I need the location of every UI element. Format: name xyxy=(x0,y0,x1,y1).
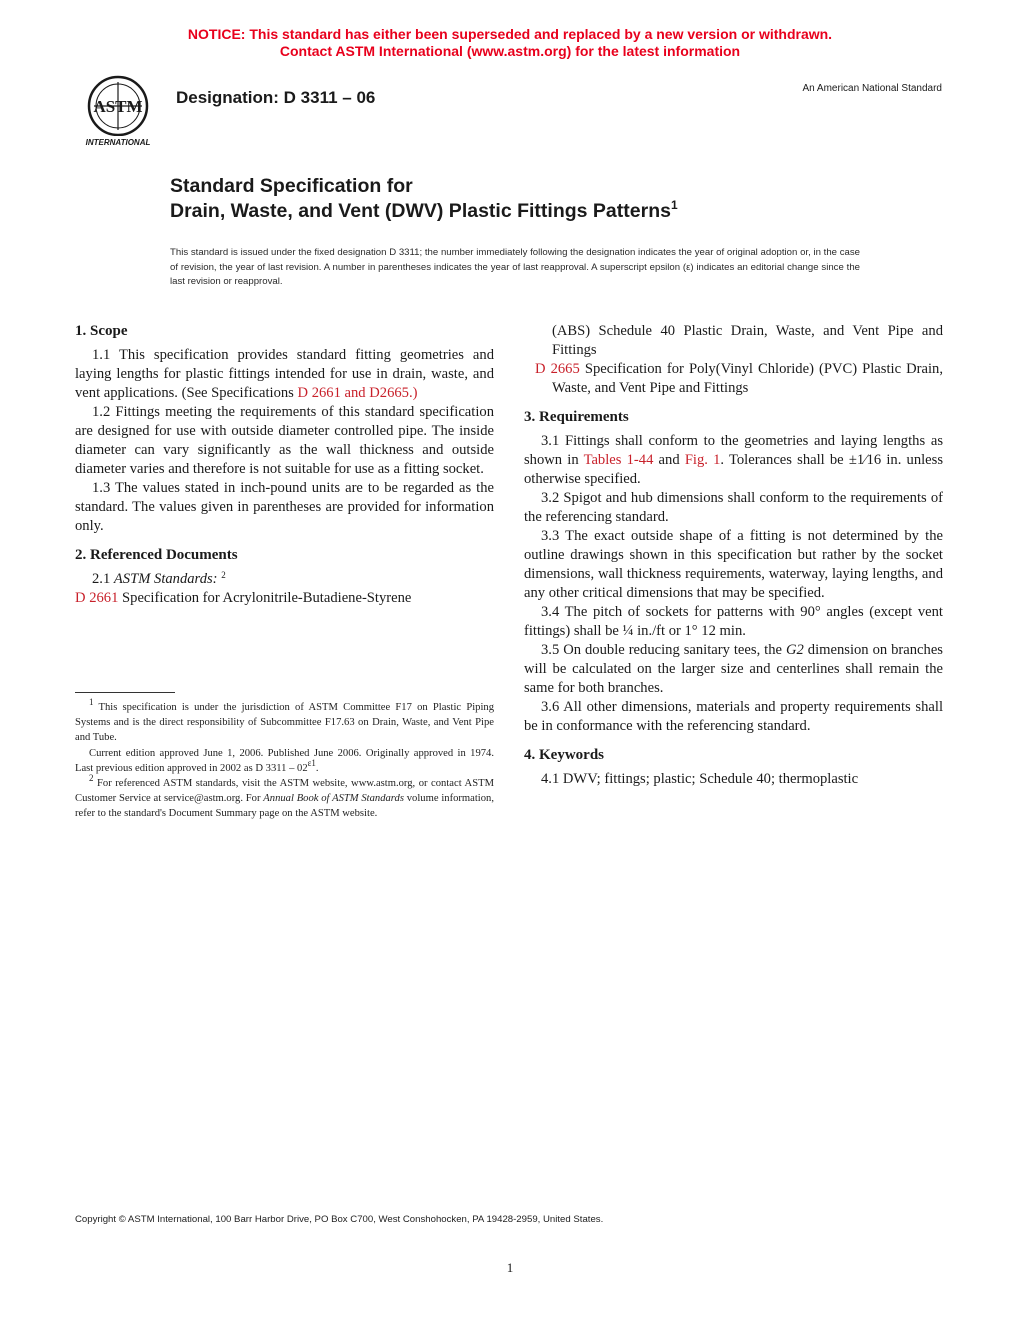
notice-line-1: NOTICE: This standard has either been superseded and replaced by a new version or withdrawn. xyxy=(187,26,833,42)
astm-standards-label: ASTM Standards: xyxy=(113,571,218,587)
paragraph-3-1-text-c: . Tolerances shall be ±1⁄16 in. unless otherwise specified. xyxy=(524,452,944,487)
paragraph-3-2: 3.2 Spigot and hub dimensions shall conform to the requirements of the referencing standard. xyxy=(524,490,943,525)
title-text: Drain, Waste, and Vent (DWV) Plastic Fittings Patterns xyxy=(170,200,671,222)
page-number: 1 xyxy=(506,1260,514,1275)
reference-link-d2665[interactable]: D 2665 xyxy=(535,361,580,377)
reference-d2665 xyxy=(524,360,943,398)
reference-link-d2661[interactable]: D 2661 xyxy=(75,590,119,606)
reference-d2661-text: Specification for Acrylonitrile-Butadiene-Styrene xyxy=(118,590,412,606)
paragraph-3-1-text-b: and xyxy=(653,452,685,468)
footnote-1-text: This specification is under the jurisdiction of ASTM Committee F17 on Plastic Piping Systems and is the direct responsibility of Subcommittee F17.63 on Drain, Waste, and Vent Pipe and Tube. xyxy=(75,702,494,744)
reference-d2661 xyxy=(75,589,494,608)
paragraph-1-1 xyxy=(75,346,494,403)
paragraph-3-3: 3.3 The exact outside shape of a fitting is not determined by the outline drawings shown in this specification but rather by the socket dimensions, wall thickness requirements, waterway, laying lengths, and any other critical dimensions that may be specified. xyxy=(524,528,943,601)
g2-term: G2 xyxy=(785,642,804,658)
section-heading-scope: 1. Scope xyxy=(75,323,128,339)
footnote-1-edition xyxy=(75,746,494,776)
copyright-notice: Copyright © ASTM International, 100 Barr Harbor Drive, PO Box C700, West Conshohocken, PA 19428-2959, United States. xyxy=(75,1214,604,1225)
section-heading-keywords: 4. Keywords xyxy=(524,747,604,763)
footnote-1 xyxy=(75,697,494,746)
footnote-1-mark: 1 xyxy=(89,697,94,707)
paragraph-3-5 xyxy=(524,641,943,698)
paragraph-3-1-text-a: 3.1 Fittings shall conform to the geometries and laying lengths as shown in xyxy=(524,433,943,468)
epsilon-mark: ε1 xyxy=(307,757,316,768)
right-column xyxy=(524,322,943,789)
title-line-1: Standard Specification for xyxy=(170,175,413,197)
paragraph-3-5-text-a: 3.5 On double reducing sanitary tees, the xyxy=(541,642,786,658)
paragraph-2-1-number: 2.1 xyxy=(92,571,114,587)
paragraph-1-1-text: 1.1 This specification provides standard fitting geometries and laying lengths for plastic fittings intended for use in drain, waste, and vent applications. (See Specifications xyxy=(75,347,494,401)
paragraph-1-3: 1.3 The values stated in inch-pound units are to be regarded as the standard. The values given in parentheses are provided for information only. xyxy=(75,480,494,534)
paragraph-1-2: 1.2 Fittings meeting the requirements of this standard specification are designed for use with outside diameter controlled pipe. The inside diameter can vary significantly as the wall thickness and outside diameter varies and therefore is not suitable for use as a fitting socket. xyxy=(75,404,494,477)
paragraph-2-1 xyxy=(75,570,494,589)
figure-link[interactable]: Fig. 1 xyxy=(684,452,721,468)
notice-line-2: Contact ASTM International (www.astm.org) for the latest information xyxy=(279,43,741,59)
logo-letters: ASTM xyxy=(93,97,143,116)
reference-d2665-text: Specification for Poly(Vinyl Chloride) (PVC) Plastic Drain, Waste, and Vent Pipe and Fittings xyxy=(552,361,943,396)
footnote-2-text-b: volume information, refer to the standard's Document Summary page on the ASTM website. xyxy=(75,793,494,820)
left-column xyxy=(75,322,494,608)
astm-logo-icon xyxy=(76,74,160,150)
paragraph-3-5-text-b: dimension on branches will be calculated on the larger size and centerlines shall remain the same for both branches. xyxy=(524,642,943,696)
footnote-2-mark: 2 xyxy=(89,773,94,784)
footnote-1-end: . xyxy=(315,762,319,774)
footnote-1-edition-text: Current edition approved June 1, 2006. Published June 2006. Originally approved in 1974. Last previous edition approved in 2002 as D 3311 – 02 xyxy=(75,747,494,774)
reference-d2661-continued: (ABS) Schedule 40 Plastic Drain, Waste, and Vent Pipe and Fittings xyxy=(552,323,943,358)
document-title xyxy=(170,174,678,224)
paragraph-3-4: 3.4 The pitch of sockets for patterns with 90° angles (except vent fittings) shall be ¼ in./ft or 1° 12 min. xyxy=(524,604,943,639)
footnote-divider xyxy=(75,692,175,693)
footnote-2 xyxy=(75,773,494,822)
section-heading-requirements: 3. Requirements xyxy=(524,409,629,425)
american-national-standard-label: An American National Standard xyxy=(802,83,942,94)
reference-link-d2661-d2665[interactable]: D 2661 and D2665.) xyxy=(297,385,418,401)
footnote-2-text-a: For referenced ASTM standards, visit the ASTM website, www.astm.org, or contact ASTM Customer Service at service@astm.org. For xyxy=(75,778,494,805)
paragraph-3-1 xyxy=(524,432,943,489)
annual-book-title: Annual Book of ASTM Standards xyxy=(263,793,404,805)
section-heading-referenced-documents: 2. Referenced Documents xyxy=(75,547,238,563)
issuance-statement: This standard is issued under the fixed designation D 3311; the number immediately following the designation indicates the year of original adoption or, in the case of revision, the year of last revision. A number in parentheses indicates the year of last reapproval. A superscript epsilon (ε) indicates an editorial change since the last revision or reapproval. xyxy=(170,247,860,287)
title-footnote-mark: 1 xyxy=(670,198,678,212)
paragraph-4-1: 4.1 DWV; fittings; plastic; Schedule 40; thermoplastic xyxy=(541,771,859,787)
logo-subtitle: INTERNATIONAL xyxy=(85,138,151,147)
tables-link[interactable]: Tables 1-44 xyxy=(583,452,654,468)
paragraph-3-6: 3.6 All other dimensions, materials and property requirements shall be in conformance with the referencing standard. xyxy=(524,699,943,734)
title-line-2 xyxy=(170,199,678,224)
footnotes xyxy=(75,697,494,822)
footnote-mark-2: 2 xyxy=(221,570,226,580)
withdrawal-notice xyxy=(0,26,1020,60)
designation: Designation: D 3311 – 06 xyxy=(176,88,376,107)
